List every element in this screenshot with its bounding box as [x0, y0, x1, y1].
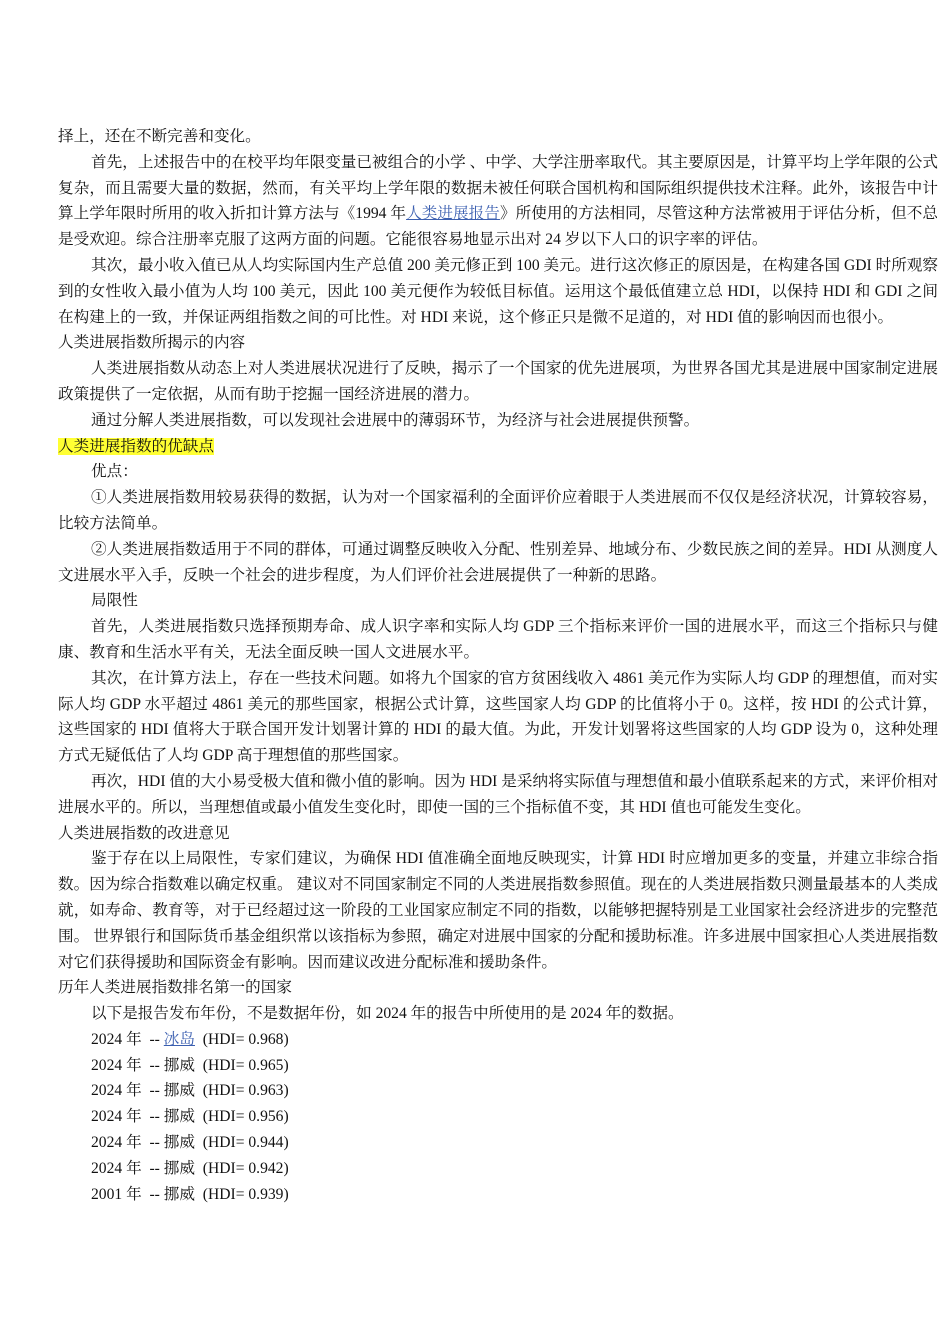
paragraph-advantage-1: ①人类进展指数用较易获得的数据，认为对一个国家福利的全面评价应着眼于人类进展而不仅仅是经济状况，计算较容易，比较方法简单。	[58, 489, 938, 532]
paragraph-reflection: 人类进展指数从动态上对人类进展状况进行了反映，揭示了一个国家的优先进展项，为世界各国尤其是进展中国家制定进展政策提供了一定依据，从而有助于挖掘一国经济进展的潜力。	[58, 360, 938, 403]
highlighted-heading: 人类进展指数的优缺点	[58, 437, 214, 455]
ranking-hdi: (HDI= 0.965)	[194, 1056, 289, 1074]
ranking-year: 2024 年	[91, 1108, 142, 1126]
paragraph-school-years	[58, 150, 938, 253]
ranking-country: 挪威	[163, 1185, 195, 1203]
paragraph-text: 首先，上述报告中的在校平均年限变量已被组合的小学 、中学、大学注册率取代。其主要原因是，计算平均上学年限的公式复杂，而且需要大量的数据，然而，有关平均上学年限的数据未被任何联合国机构和国际组织提供技术注释。此外，该报告中计算上学年限时所用的收入折扣计算方法与《1994 年	[58, 153, 938, 223]
ranking-separator: --	[141, 1030, 164, 1048]
section-heading-content: 人类进展指数所揭示的内容	[58, 334, 246, 352]
ranking-separator: --	[141, 1056, 164, 1074]
ranking-year: 2024 年	[91, 1134, 142, 1152]
ranking-year: 2001 年	[91, 1185, 142, 1203]
ranking-hdi: (HDI= 0.939)	[194, 1185, 289, 1203]
section-heading-rankings: 历年人类进展指数排名第一的国家	[58, 979, 292, 997]
paragraph-intro-continued: 择上，还在不断完善和变化。	[58, 128, 261, 145]
ranking-country: 挪威	[163, 1082, 195, 1100]
ranking-hdi: (HDI= 0.944)	[194, 1134, 289, 1152]
paragraph-text: 》所使用的方法相同，尽管这种方法常被用于评估分析，但不总是受欢迎。综合注册率克服了这两方面的问题。它能很容易地显示出对 24 岁以下人口的识字率的评估。	[58, 205, 938, 249]
ranking-hdi: (HDI= 0.968)	[194, 1030, 289, 1048]
section-heading-pros-cons	[58, 434, 938, 460]
list-item	[58, 1027, 938, 1053]
ranking-country: 挪威	[163, 1159, 195, 1177]
subheading-limitations: 局限性	[91, 592, 138, 610]
ranking-hdi: (HDI= 0.942)	[194, 1159, 289, 1177]
paragraph-decompose: 通过分解人类进展指数，可以发现社会进展中的薄弱环节，为经济与社会进展提供预警。	[91, 411, 700, 429]
rankings-list	[58, 1027, 938, 1208]
hdr-report-link[interactable]: 人类进展报告	[406, 205, 500, 223]
ranking-separator: --	[141, 1082, 164, 1100]
subheading-advantages: 优点：	[91, 463, 138, 481]
document-page	[58, 124, 938, 1207]
paragraph-rankings-note: 以下是报告发布年份，不是数据年份，如 2024 年的报告中所使用的是 2024 年的数据。	[91, 1005, 684, 1023]
list-item	[58, 1182, 938, 1208]
ranking-hdi: (HDI= 0.956)	[194, 1108, 289, 1126]
list-item	[58, 1053, 938, 1079]
ranking-country: 挪威	[163, 1108, 195, 1126]
list-item	[58, 1078, 938, 1104]
ranking-country: 挪威	[163, 1056, 195, 1074]
ranking-year: 2024 年	[91, 1030, 142, 1048]
ranking-separator: --	[141, 1108, 164, 1126]
paragraph-advantage-2: ②人类进展指数适用于不同的群体，可通过调整反映收入分配、性别差异、地域分布、少数民族之间的差异。HDI 从测度人文进展水平入手，反映一个社会的进步程度，为人们评价社会进展提供了一种新的思路。	[58, 540, 938, 584]
ranking-separator: --	[141, 1134, 164, 1152]
section-heading-improvements: 人类进展指数的改进意见	[58, 824, 230, 842]
list-item	[58, 1130, 938, 1156]
paragraph-improvements: 鉴于存在以上局限性，专家们建议，为确保 HDI 值准确全面地反映现实，计算 HDI 时应增加更多的变量，并建立非综合指数。因为综合指数难以确定权重。 建议对不同国家制定不同的人类进展指数参照值。现在的人类进展指数只测量最基本的人类成就，如寿命、教育等，对于已经超过这一阶段的工业国家应制定不同的指数，以能够把握特别是工业国家社会经济进步的完整范围。 世界银行和国际货币基金组织常以该指标为参照，确定对进展中国家的分配和援助标准。许多进展中国家担心人类进展指数对它们获得援助和国际资金有影响。因而建议改进分配标准和援助条件。	[58, 850, 938, 971]
ranking-year: 2024 年	[91, 1056, 142, 1074]
ranking-year: 2024 年	[91, 1082, 142, 1100]
ranking-separator: --	[141, 1185, 164, 1203]
paragraph-limitation-1: 首先，人类进展指数只选择预期寿命、成人识字率和实际人均 GDP 三个指标来评价一国的进展水平，而这三个指标只与健康、教育和生活水平有关，无法全面反映一国人文进展水平。	[58, 618, 938, 661]
paragraph-min-income: 其次，最小收入值已从人均实际国内生产总值 200 美元修正到 100 美元。进行这次修正的原因是，在构建各国 GDI 时所观察到的女性收入最小值为人均 100 美元，因此 100 美元便作为较低目标值。运用这个最低值建立总 HDI，以保持 HDI 和 GDI 之间在构建上的一致，并保证两组指数之间的可比性。对 HDI 来说，这个修正只是微不足道的，对 HDI 值的影响因而也很小。	[58, 256, 938, 326]
list-item	[58, 1156, 938, 1182]
ranking-hdi: (HDI= 0.963)	[194, 1082, 289, 1100]
country-link-iceland[interactable]: 冰岛	[163, 1030, 195, 1048]
ranking-country: 挪威	[163, 1134, 195, 1152]
paragraph-limitation-2: 其次，在计算方法上，存在一些技术问题。如将九个国家的官方贫困线收入 4861 美元作为实际人均 GDP 的理想值，而对实际人均 GDP 水平超过 4861 美元的那些国家，根据公式计算，这些国家人均 GDP 的比值将小于 0。这样，按 HDI 的公式计算，这些国家的 HDI 值将大于联合国开发计划署计算的 HDI 的最大值。为此，开发计划署将这些国家的人均 GDP 设为 0，这种处理方式无疑低估了人均 GDP 高于理想值的那些国家。	[58, 669, 938, 765]
paragraph-limitation-3: 再次，HDI 值的大小易受极大值和微小值的影响。因为 HDI 是采纳将实际值与理想值和最小值联系起来的方式，来评价相对进展水平的。所以，当理想值或最小值发生变化时，即使一国的三个指标值不变，其 HDI 值也可能发生变化。	[58, 772, 938, 816]
ranking-separator: --	[141, 1159, 164, 1177]
list-item	[58, 1104, 938, 1130]
ranking-year: 2024 年	[91, 1159, 142, 1177]
